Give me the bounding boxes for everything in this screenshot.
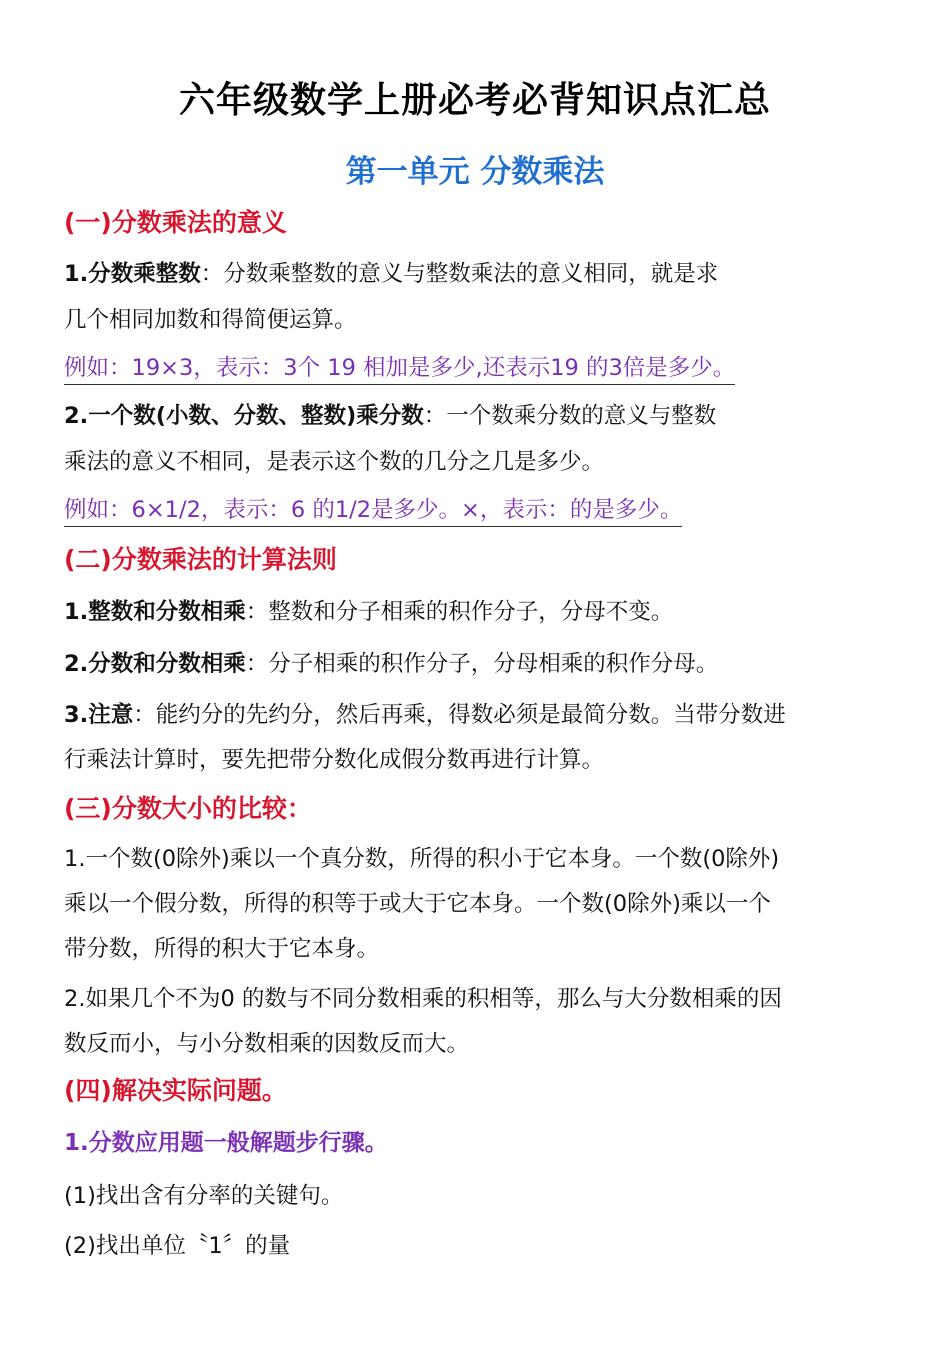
s1-p1-colon: ： bbox=[200, 261, 224, 287]
s2-p2-text: 分子相乘的积作分子，分母相乘的积作分母。 bbox=[268, 651, 719, 677]
s4-step-title: 1.分数应用题一般解题步行骤。 bbox=[64, 1130, 388, 1156]
section-heading-3: (三)分数大小的比较： bbox=[64, 794, 312, 823]
section-heading-1: (一)分数乘法的意义 bbox=[64, 208, 287, 237]
s2-p1-text: 整数和分子相乘的积作分子，分母不变。 bbox=[268, 599, 674, 625]
s1-p2-colon: ： bbox=[423, 403, 447, 429]
s1-p2-text1: 一个数乘分数的意义与整数 bbox=[446, 403, 717, 429]
s1-p1-line1 bbox=[64, 256, 718, 288]
s2-p3-text1: 能约分的先约分，然后再乘，得数必须是最简分数。当带分数进 bbox=[155, 702, 786, 728]
section-heading-2: (二)分数乘法的计算法则 bbox=[64, 545, 337, 574]
s2-p1-colon: ： bbox=[245, 599, 269, 625]
s1-p2-line2: 乘法的意义不相同，是表示这个数的几分之几是多少。 bbox=[64, 449, 605, 475]
s2-p3-line2: 行乘法计算时，要先把带分数化成假分数再进行计算。 bbox=[64, 747, 605, 773]
s2-p3-term: 3.注意 bbox=[64, 702, 134, 728]
s3-p1-line2: 乘以一个假分数，所得的积等于或大于它本身。一个数(0除外)乘以一个 bbox=[64, 891, 771, 917]
s2-p1 bbox=[64, 594, 673, 626]
section-heading-4: (四)解决实际问题。 bbox=[64, 1076, 287, 1105]
s2-p1-term: 1.整数和分数相乘 bbox=[64, 599, 246, 625]
s2-p2 bbox=[64, 646, 718, 678]
s2-p2-term: 2.分数和分数相乘 bbox=[64, 651, 246, 677]
s3-p2-line1: 2.如果几个不为0 的数与不同分数相乘的积相等，那么与大分数相乘的因 bbox=[64, 986, 782, 1012]
s1-p2-term: 2.一个数(小数、分数、整数)乘分数 bbox=[64, 403, 424, 429]
document-title: 六年级数学上册必考必背知识点汇总 bbox=[178, 80, 771, 121]
s1-example-2: 例如：6×1/2，表示：6 的1/2是多少。×，表示：的是多少。 bbox=[64, 492, 682, 527]
s2-p3-colon: ： bbox=[133, 702, 156, 728]
s1-example-1: 例如：19×3，表示：3个 19 相加是多少,还表示19 的3倍是多少。 bbox=[64, 350, 735, 385]
s1-p1-term: 1.分数乘整数 bbox=[64, 261, 201, 287]
s2-p3-line1 bbox=[64, 697, 786, 729]
s1-p1-text1: 分数乘整数的意义与整数乘法的意义相同，就是求 bbox=[223, 261, 719, 287]
s4-item-1: (1)找出含有分率的关键句。 bbox=[64, 1183, 344, 1209]
s3-p1-line1: 1.一个数(0除外)乘以一个真分数，所得的积小于它本身。一个数(0除外) bbox=[64, 846, 780, 872]
s1-p1-line2: 几个相同加数和得简便运算。 bbox=[64, 307, 357, 333]
s1-p2-line1 bbox=[64, 398, 716, 430]
s2-p2-colon: ： bbox=[245, 651, 269, 677]
s3-p1-line3: 带分数，所得的积大于它本身。 bbox=[64, 936, 380, 962]
unit-title: 第一单元 分数乘法 bbox=[345, 154, 605, 190]
s4-item-2: (2)找出单位〝1〞的量 bbox=[64, 1233, 291, 1259]
s3-p2-line2: 数反而小，与小分数相乘的因数反而大。 bbox=[64, 1031, 470, 1057]
